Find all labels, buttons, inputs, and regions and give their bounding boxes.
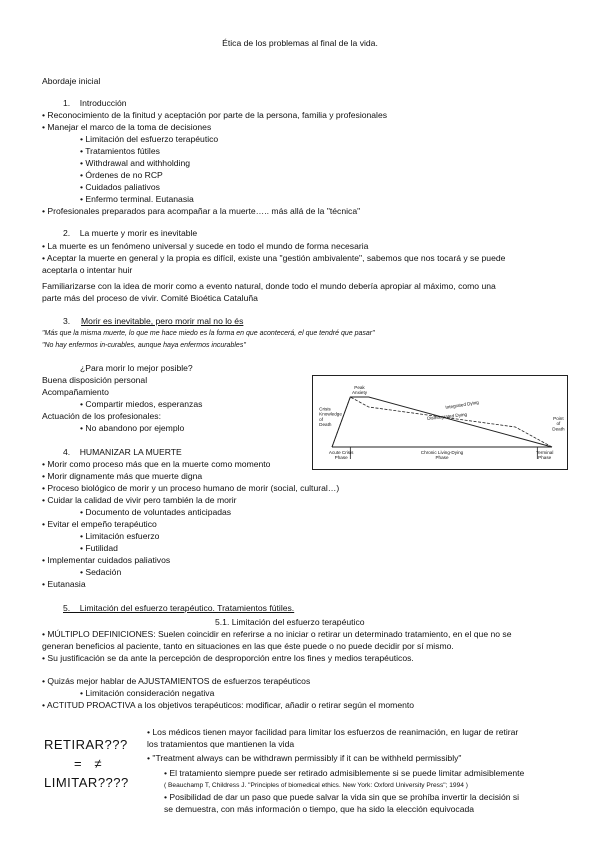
s4-line: • Proceso biológico de morir y un proceso humano de morir (social, cultural…) — [42, 483, 340, 493]
s5-line: • Limitación consideración negativa — [80, 688, 215, 698]
s3-heading: Morir es inevitable, pero morir mal no lo és — [81, 316, 244, 326]
s2-paragraph: Familiarizarse con la idea de morir como a evento natural, donde todo el mundo debería apropiar al máximo, como una — [42, 281, 496, 291]
s1-item: • Limitación del esfuerzo terapéutico — [80, 134, 219, 144]
s3-line: Actuación de los profesionales: — [42, 411, 161, 421]
s2-paragraph: parte más del proceso de vivir. Comité Bioética Cataluña — [42, 293, 258, 303]
chart-series-label: Integrated Dying — [445, 399, 480, 410]
bottom-line: se demuestra, con más información o tiempo, que ha sido la elección equivocada — [164, 804, 475, 814]
chart-phase-label: Chronic Living-Dying Phase — [420, 450, 464, 461]
chart-phase-label: Acute Crisis Phase — [328, 450, 354, 461]
s1-item: • Tratamientos fútiles — [80, 146, 160, 156]
s3-question: ¿Para morir lo mejor posible? — [80, 363, 193, 373]
s4-line: • Futilidad — [80, 543, 118, 553]
s2-line: • Aceptar la muerte en general y la propia es difícil, existe una "gestión ambivalente", sabemos que nos tocará y se puede — [42, 253, 506, 263]
chart-annotation: Point of Death — [552, 416, 565, 432]
s5-line: • MÚLTIPLO DEFINICIONES: Suelen coincidir en referirse a no iniciar o retirar un determinado tratamiento, en el que no se — [42, 629, 512, 639]
s3-number: 3. — [63, 316, 71, 326]
s3-quote: "Más que la misma muerte, lo que me hace miedo es la forma en que acontecerá, el que tendré que pasar" — [42, 330, 375, 337]
s4-heading: 4. HUMANIZAR LA MUERTE — [63, 447, 182, 457]
s5-line: • Quizás mejor hablar de AJUSTAMIENTOS de esfuerzos terapéuticos — [42, 676, 311, 686]
bottom-line: • Los médicos tienen mayor facilidad para limitar los esfuerzos de reanimación, en lugar de retirar — [147, 727, 519, 737]
s4-line: • Morir como proceso más que en la muerte como momento — [42, 459, 271, 469]
s4-line: • Limitación esfuerzo — [80, 531, 160, 541]
bottom-line: • Posibilidad de dar un paso que puede salvar la vida sin que se prohíba invertir la decisión si — [164, 792, 520, 802]
s4-line: • Implementar cuidados paliativos — [42, 555, 171, 565]
bottom-line: • "Treatment always can be withdrawn permissibly if it can be withheld permissibly" — [147, 753, 462, 763]
dying-trajectory-chart — [312, 375, 568, 470]
s1-line: • Profesionales preparados para acompañar a la muerte….. más allá de la "técnica" — [42, 206, 361, 216]
retirar-label: RETIRAR??? — [44, 737, 128, 752]
limitar-label: LIMITAR???? — [44, 775, 129, 790]
s1-heading: 1. Introducción — [63, 98, 127, 108]
not-equal-sign: = ≠ — [74, 756, 103, 771]
s2-line: aceptarla o intentar huir — [42, 265, 133, 275]
s5-line: • Su justificación se da ante la percepción de desproporción entre los fines y medios terapéuticos. — [42, 653, 414, 663]
s3-quote: "No hay enfermos in-curables, aunque haya enfermos incurables" — [42, 342, 246, 349]
s1-item: • Órdenes de no RCP — [80, 170, 163, 180]
s5-line: • ACTITUD PROACTIVA a los objetivos terapéuticos: modificar, añadir o retirar según el momento — [42, 700, 415, 710]
s1-line: • Reconocimiento de la finitud y aceptación por parte de la persona, familia y profesionales — [42, 110, 388, 120]
s4-line: • Documento de voluntades anticipadas — [80, 507, 232, 517]
chart-series-label: Disintegrated Dying — [426, 411, 468, 421]
bottom-line: los tratamientos que mantienen la vida — [147, 739, 295, 749]
bottom-line: • El tratamiento siempre puede ser retirado admisiblemente si se puede limitar admisiblemente — [164, 768, 525, 778]
s1-item: • Enfermo terminal. Eutanasia — [80, 194, 194, 204]
s1-item: • Cuidados paliativos — [80, 182, 160, 192]
s1-item: • Withdrawal and withholding — [80, 158, 191, 168]
chart-phase-label: Terminal Phase — [535, 450, 554, 461]
s5-line: generan beneficios al paciente, tanto en situaciones en las que éste puede o no puede decidir por sí mismo. — [42, 641, 454, 651]
s2-heading: 2. La muerte y morir es inevitable — [63, 228, 198, 238]
citation: ( Beauchamp T, Childress J. "Principles of biomedical ethics. New York: Oxford University Press"; 1994 ) — [164, 782, 468, 789]
s1-line: • Manejar el marco de la toma de decisiones — [42, 122, 212, 132]
s3-line: • No abandono por ejemplo — [80, 423, 185, 433]
s3-line: • Compartir miedos, esperanzas — [80, 399, 203, 409]
s2-line: • La muerte es un fenómeno universal y sucede en todo el mundo de forma necesaria — [42, 241, 369, 251]
s3-line: Acompañamiento — [42, 387, 109, 397]
s4-line: • Sedación — [80, 567, 122, 577]
s5-heading: 5. Limitación del esfuerzo terapéutico. Tratamientos fútiles. — [63, 603, 295, 613]
s4-line: • Evitar el empeño terapéutico — [42, 519, 157, 529]
s4-line: • Cuidar la calidad de vivir pero también la de morir — [42, 495, 237, 505]
chart-annotation: Peak Anxiety — [351, 385, 368, 396]
section-title: Abordaje inicial — [42, 76, 101, 86]
page-title: Ética de los problemas al final de la vida. — [222, 38, 378, 48]
s4-line: • Eutanasia — [42, 579, 86, 589]
s5-subheading: 5.1. Limitación del esfuerzo terapéutico — [215, 617, 365, 627]
s3-line: Buena disposición personal — [42, 375, 148, 385]
s4-line: • Morir dignamente más que muerte digna — [42, 471, 203, 481]
chart-annotation: Crisis Knowledge of Death — [319, 406, 342, 428]
